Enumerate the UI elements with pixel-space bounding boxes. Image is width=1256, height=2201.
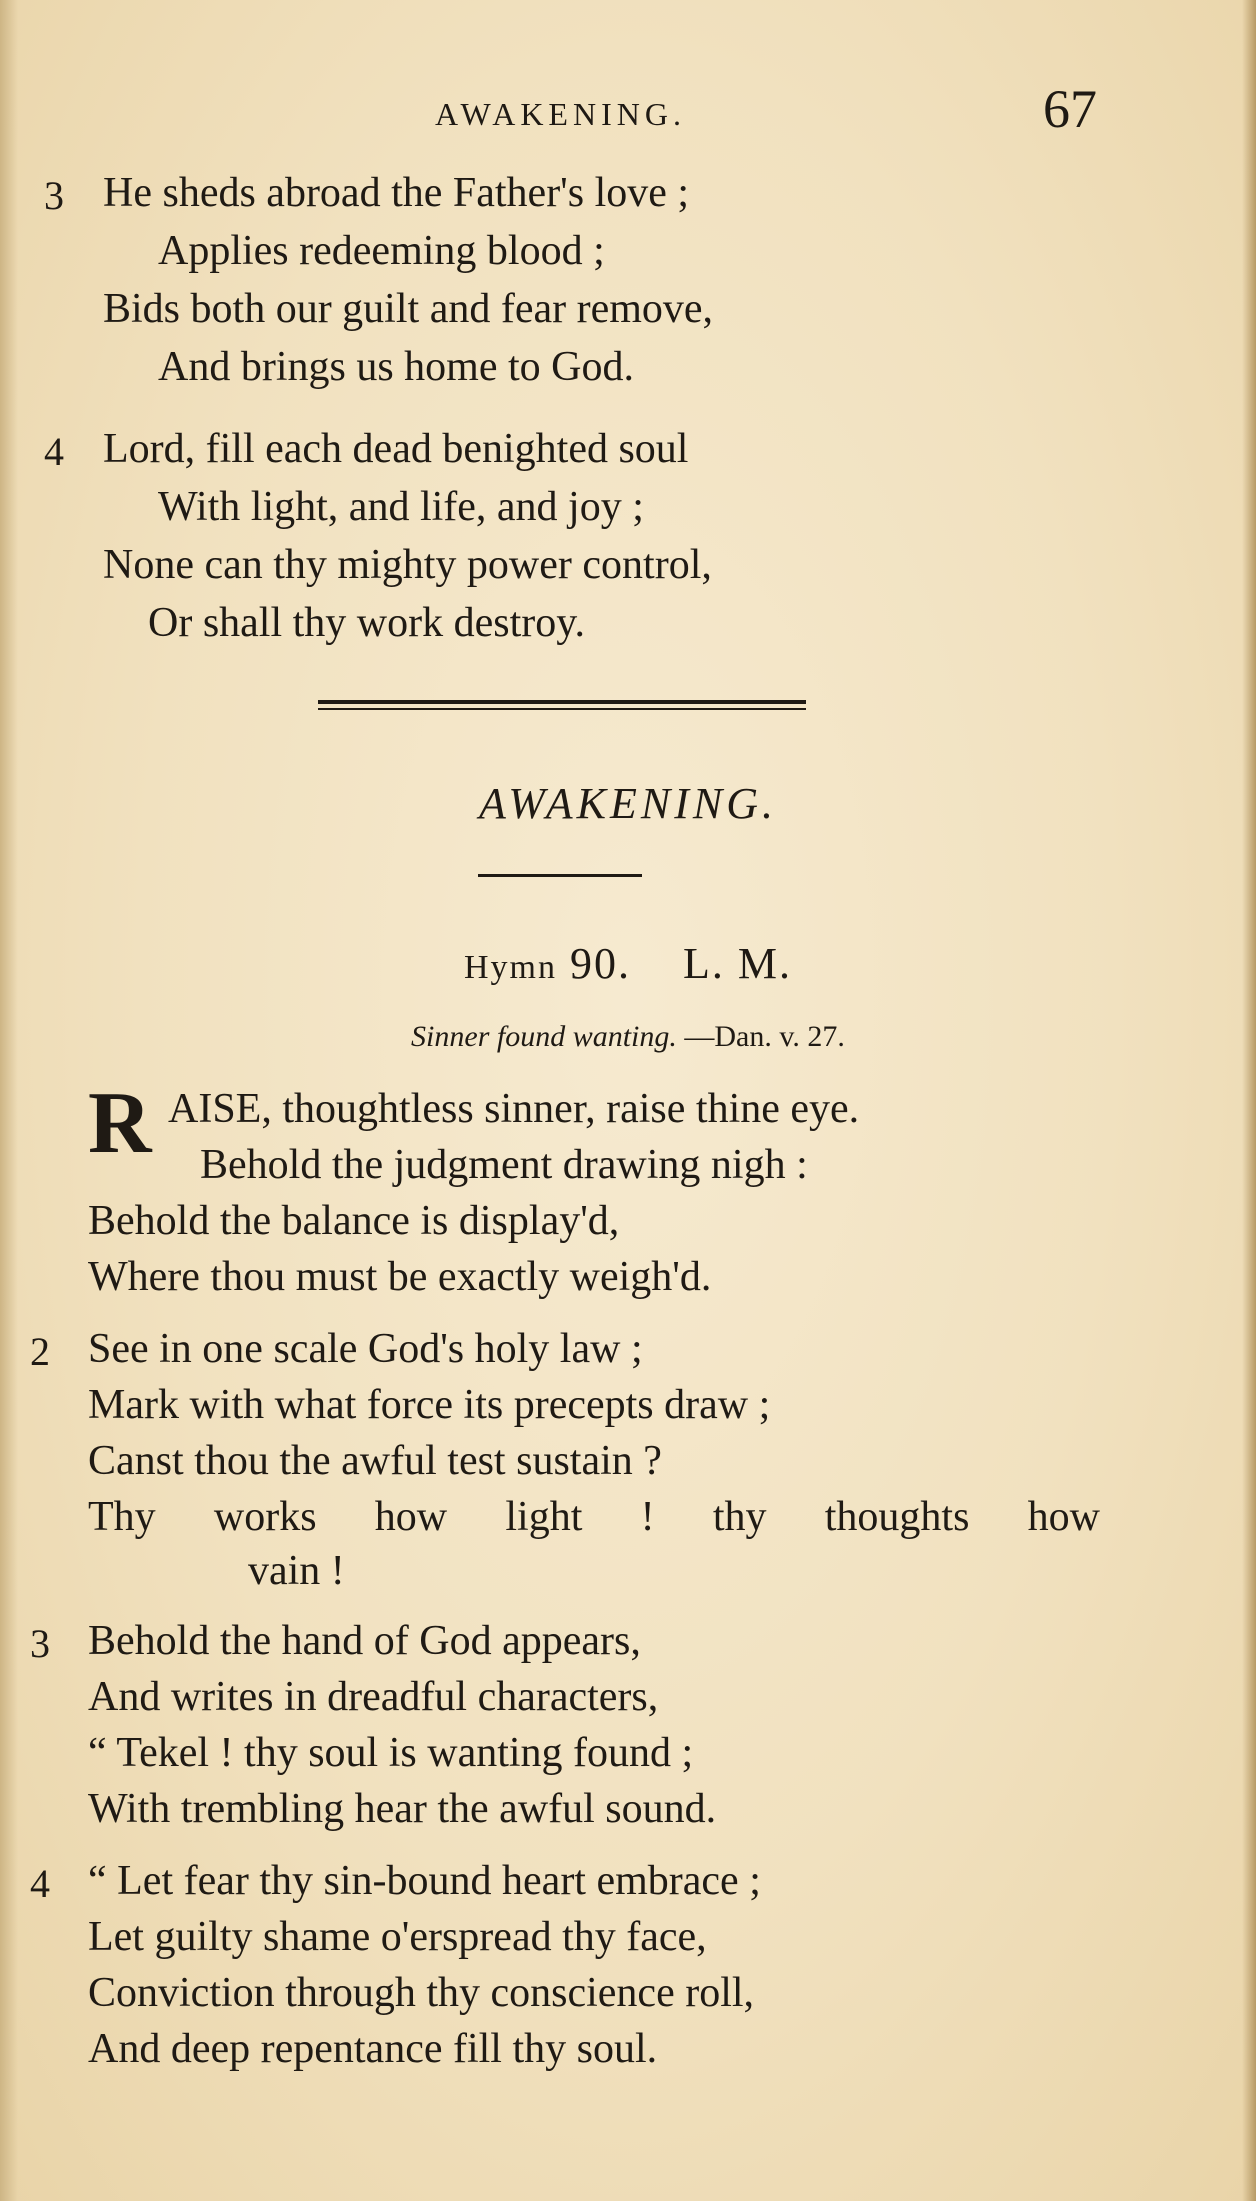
verse-line: Bids both our guilt and fear remove, [103, 286, 714, 332]
hymn-rule [478, 874, 642, 877]
hymn-number: 90. [570, 939, 631, 988]
verse-line: Canst thou the awful test sustain ? [88, 1438, 662, 1484]
stanza-number: 3 [44, 173, 64, 218]
verse-line: He sheds abroad the Father's love ; [103, 170, 690, 216]
verse-line: With trembling hear the awful sound. [88, 1786, 717, 1832]
drop-cap: R [88, 1075, 152, 1172]
verse-line: And deep repentance fill thy soul. [88, 2026, 658, 2072]
verse-line: Behold the hand of God appears, [88, 1618, 641, 1664]
verse-line: Where thou must be exactly weigh'd. [88, 1254, 712, 1300]
verse-line: Or shall thy work destroy. [148, 600, 586, 646]
verse-line: And brings us home to God. [158, 344, 634, 390]
section-rule-bottom [318, 708, 806, 710]
verse-line: Lord, fill each dead benighted soul [103, 426, 689, 472]
verse-line: With light, and life, and joy ; [158, 484, 644, 530]
verse-line: And writes in dreadful characters, [88, 1674, 659, 1720]
scripture-reference: —Dan. v. 27. [684, 1020, 845, 1053]
page-number: 67 [1043, 79, 1097, 139]
verse-line: AISE, thoughtless sinner, raise thine eye. [168, 1086, 860, 1132]
running-title: AWAKENING. [435, 96, 686, 132]
stanza-number: 4 [30, 1861, 50, 1906]
stanza-number: 2 [30, 1329, 50, 1374]
verse-line: See in one scale God's holy law ; [88, 1326, 643, 1372]
verse-line: Let guilty shame o'erspread thy face, [88, 1914, 707, 1960]
stanza-number: 4 [44, 429, 64, 474]
hymn-subtitle [0, 1020, 1256, 1054]
verse-line: Behold the balance is display'd, [88, 1198, 620, 1244]
hymn-theme: Sinner found wanting. [411, 1020, 677, 1053]
verse-line-continued: vain ! [248, 1548, 345, 1594]
section-rule-top [318, 700, 806, 704]
verse-line: Applies redeeming blood ; [158, 228, 605, 274]
verse-line: Conviction through thy conscience roll, [88, 1970, 755, 2016]
hymn-label: Hymn [464, 949, 557, 986]
verse-line: “ Let fear thy sin-bound heart embrace ; [88, 1858, 761, 1904]
hymn-meter: L. M. [683, 939, 792, 988]
stanza-number: 3 [30, 1621, 50, 1666]
page-edge-right [1242, 0, 1256, 2201]
verse-line: Behold the judgment drawing nigh : [200, 1142, 808, 1188]
hymn-heading [0, 938, 1256, 989]
verse-line: Thy works how light ! thy thoughts how [88, 1494, 1100, 1540]
verse-line: None can thy mighty power control, [103, 542, 712, 588]
section-title: AWAKENING. [478, 779, 778, 828]
page-edge-left [0, 0, 18, 2201]
verse-line: Mark with what force its precepts draw ; [88, 1382, 771, 1428]
verse-line: “ Tekel ! thy soul is wanting found ; [88, 1730, 694, 1776]
